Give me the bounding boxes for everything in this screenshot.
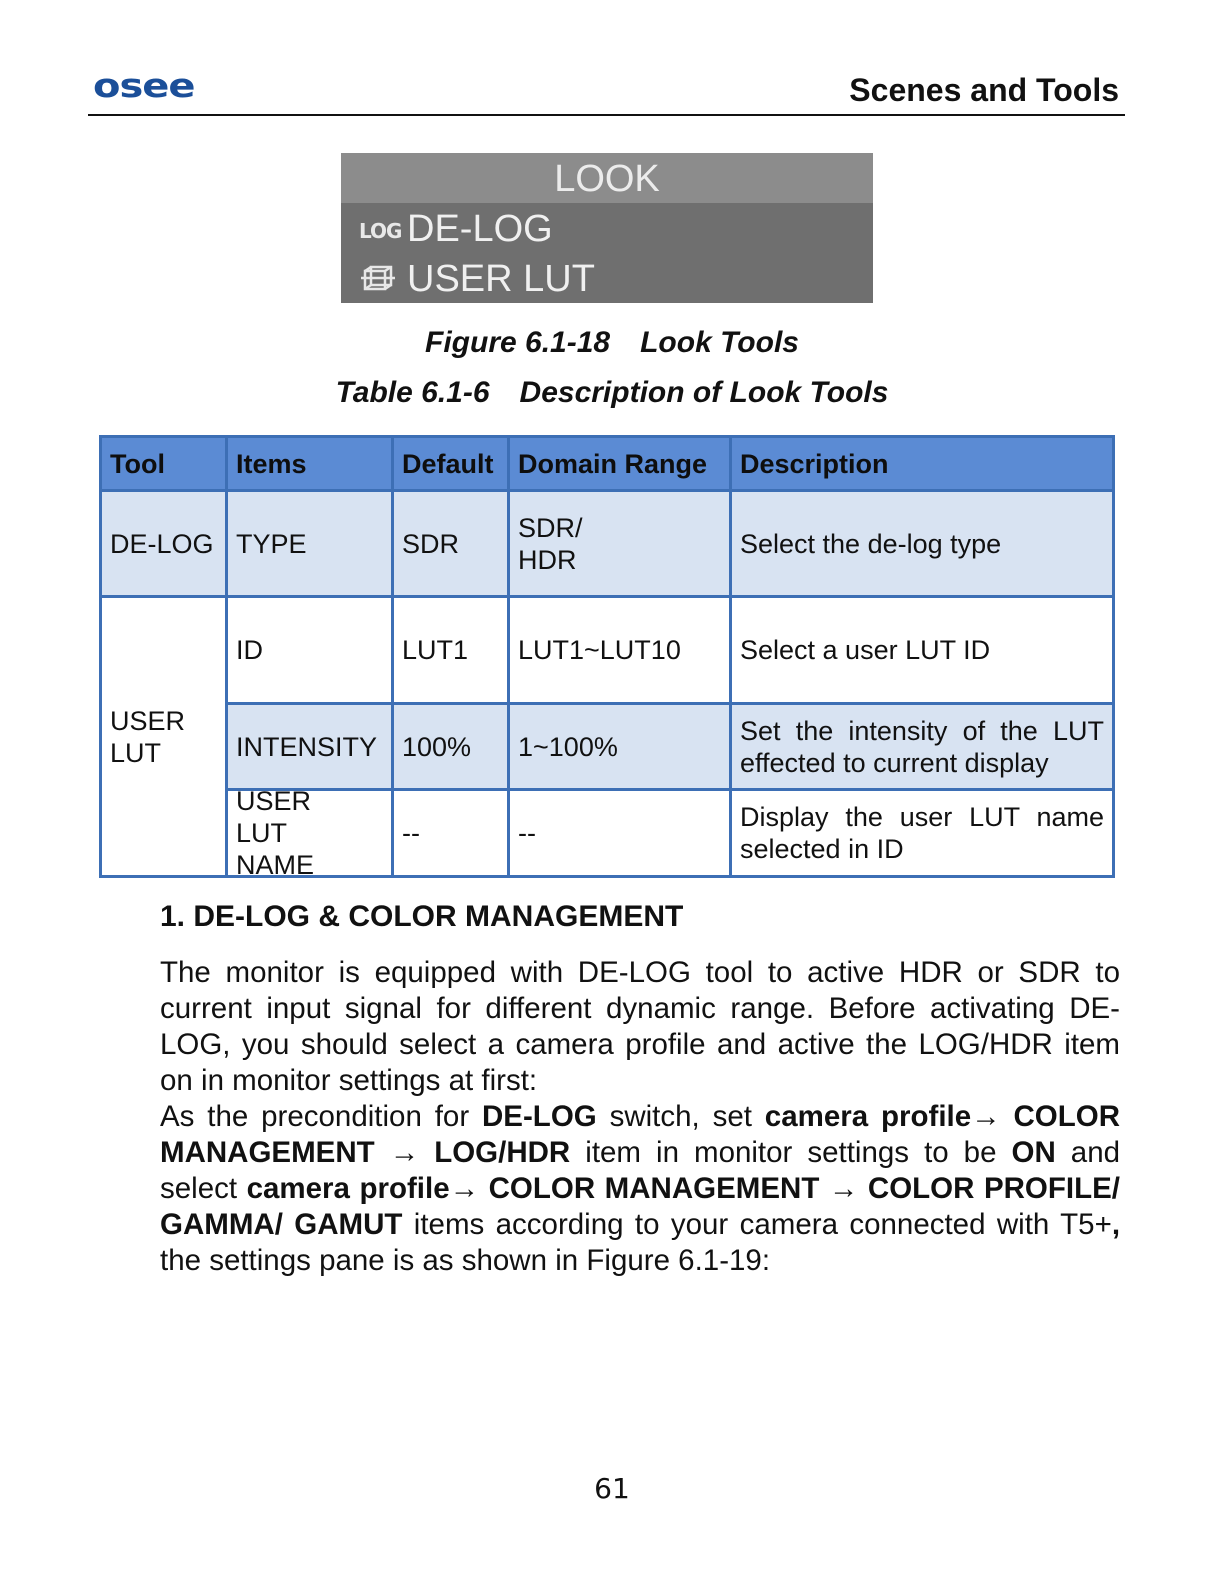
- cell-item-type: TYPE: [225, 489, 394, 598]
- running-header-title: Scenes and Tools: [849, 72, 1119, 108]
- look-menu-item-label: DE-LOG: [407, 208, 553, 250]
- cell-range-sdr-hdr: SDR/ HDR: [507, 489, 732, 598]
- body-paragraph: The monitor is equipped with DE-LOG tool to active HDR or SDR to current input signal for different dynamic range. Before activating DE-LOG, you should select a camera profile and active the LOG/HDR item on in monitor settings at first:: [160, 956, 1120, 1097]
- cell-desc-intensity: Set the intensity of the LUT effected to current display: [729, 702, 1115, 791]
- header-divider: [88, 114, 1125, 116]
- look-menu-item-de-log: [341, 203, 873, 253]
- cell-desc-name: Display the user LUT name selected in ID: [729, 788, 1115, 878]
- look-menu-item-label: USER LUT: [407, 258, 595, 300]
- header-domain-range: Domain Range: [507, 435, 732, 492]
- header-tool: Tool: [99, 435, 228, 492]
- figure-caption: Figure 6.1-18 Look Tools: [425, 326, 799, 359]
- look-menu-screenshot: [341, 153, 873, 303]
- cell-desc-de-log: Select the de-log type: [729, 489, 1115, 598]
- look-tools-table: [99, 435, 1115, 878]
- log-icon: LOG: [359, 219, 402, 243]
- cell-item-intensity: INTENSITY: [225, 702, 394, 791]
- cell-default-lut1: LUT1: [391, 595, 510, 705]
- cell-range-name: --: [507, 788, 732, 878]
- cell-default-name: --: [391, 788, 510, 878]
- look-menu-item-user-lut: [341, 253, 873, 303]
- header-items: Items: [225, 435, 394, 492]
- osee-logo: osee: [93, 67, 195, 106]
- body-paragraph: As the precondition for DE-LOG switch, set camera profile→ COLOR MANAGEMENT → LOG/HDR item in monitor settings to be ON and select camera profile→ COLOR MANAGEMENT → COLOR PROFILE/ GAMMA/ GAMUT items according to your camera connected with T5+, the settings pane is as shown in Figure 6.1-19:: [160, 1100, 1121, 1277]
- cell-desc-id: Select a user LUT ID: [729, 595, 1115, 705]
- cell-range-intensity: 1~100%: [507, 702, 732, 791]
- header-description: Description: [729, 435, 1115, 492]
- cell-default-100: 100%: [391, 702, 510, 791]
- cell-tool-de-log: DE-LOG: [99, 489, 228, 598]
- header-default: Default: [391, 435, 510, 492]
- table-caption: Table 6.1-6 Description of Look Tools: [335, 376, 889, 409]
- page-number: 61: [594, 1472, 630, 1505]
- section-heading: 1. DE-LOG & COLOR MANAGEMENT: [160, 900, 684, 933]
- cell-default-sdr: SDR: [391, 489, 510, 598]
- cell-range-lut: LUT1~LUT10: [507, 595, 732, 705]
- cell-item-id: ID: [225, 595, 394, 705]
- lut-cube-icon: [359, 265, 397, 293]
- look-menu-title: LOOK: [341, 153, 873, 203]
- cell-tool-user-lut: USER LUT: [99, 595, 228, 878]
- cell-item-user-lut-name: USER LUT NAME: [225, 788, 394, 878]
